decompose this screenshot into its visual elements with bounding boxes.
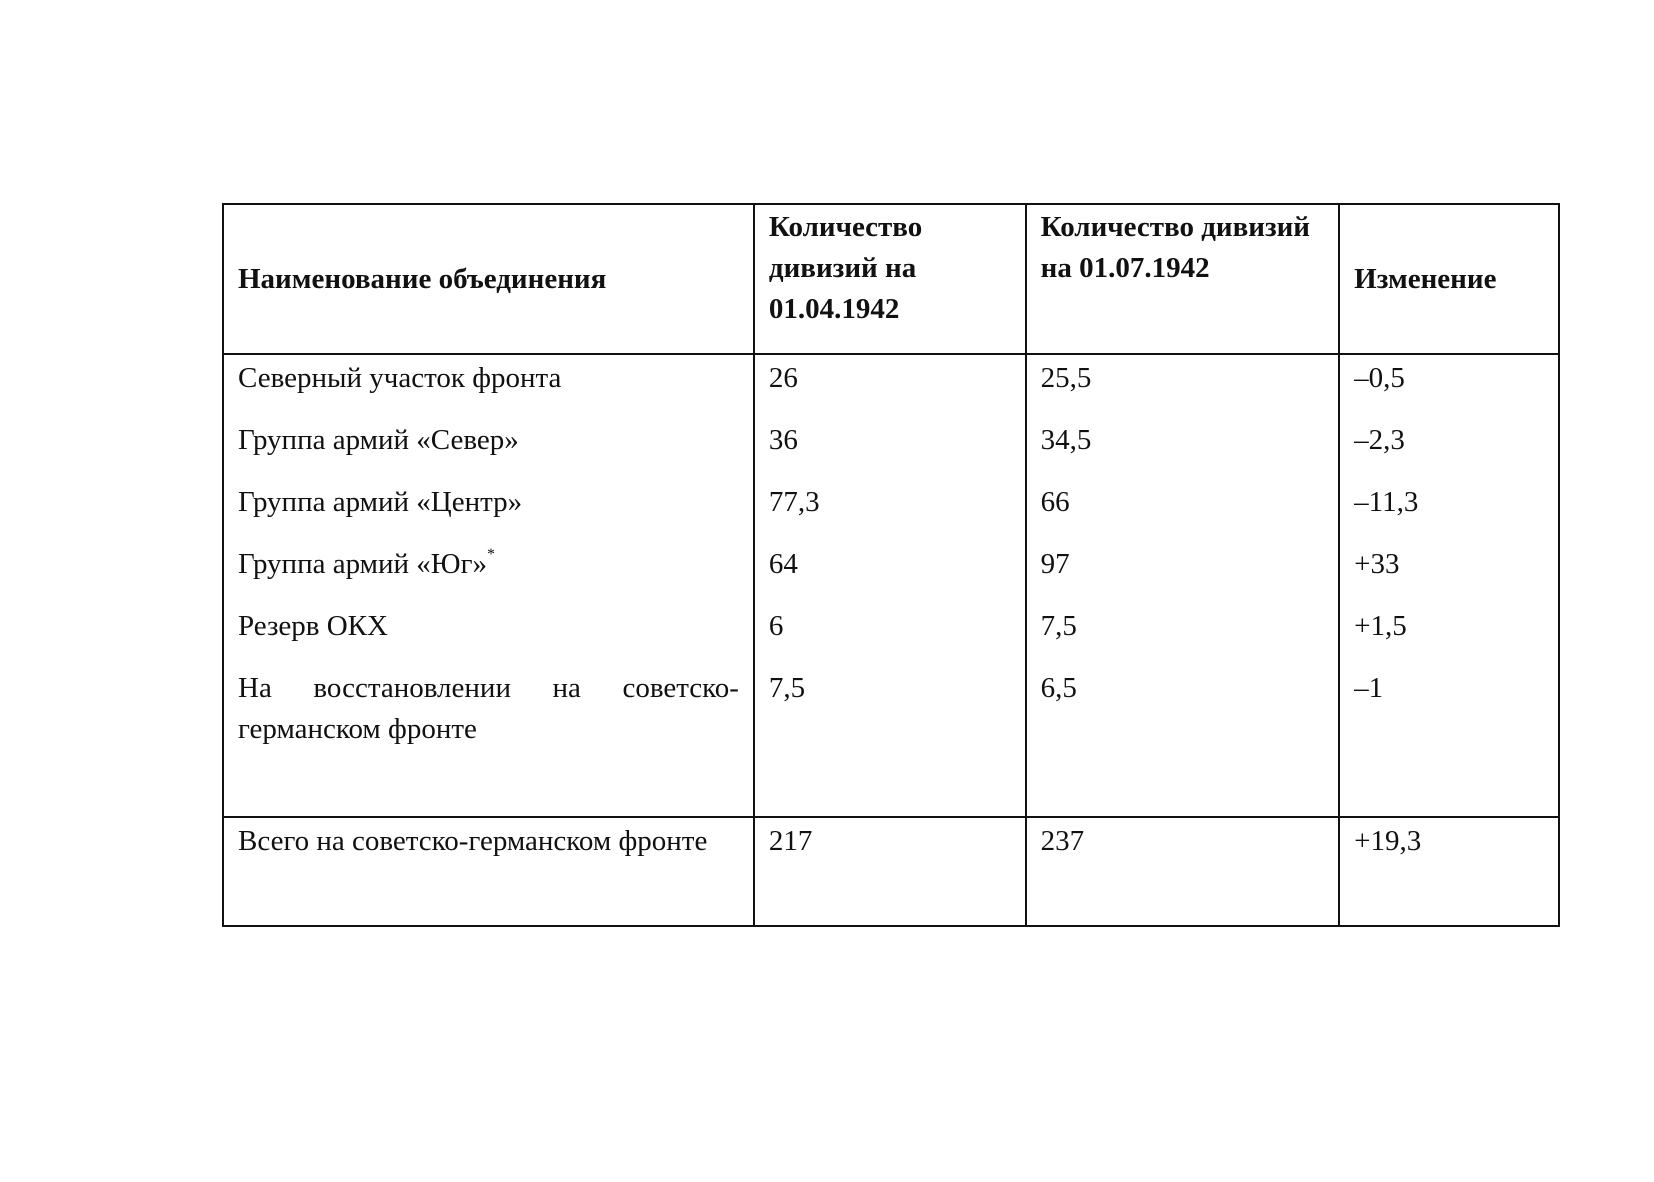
row-change: +33: [1339, 534, 1559, 596]
row-name: На восстановлении на советско-германском фронте: [223, 658, 754, 817]
table-row: [223, 472, 1559, 534]
row-april: 36: [754, 410, 1026, 472]
header-divisions-april: Количество дивизий на 01.04.1942: [754, 204, 1026, 354]
row-april: 7,5: [754, 658, 1026, 817]
row-name: Группа армий «Север»: [223, 410, 754, 472]
row-name-cell: [223, 534, 754, 596]
table-header-row: [223, 204, 1559, 354]
row-april: 64: [754, 534, 1026, 596]
row-name: Северный участок фронта: [223, 354, 754, 410]
divisions-table: [222, 203, 1560, 927]
row-july: 25,5: [1026, 354, 1340, 410]
row-name: Группа армий «Центр»: [223, 472, 754, 534]
header-change: Изменение: [1339, 204, 1559, 354]
table-row-highlighted: [223, 534, 1559, 596]
total-april: 217: [754, 817, 1026, 926]
row-change: –2,3: [1339, 410, 1559, 472]
row-july: 34,5: [1026, 410, 1340, 472]
table-row: [223, 410, 1559, 472]
row-change: –1: [1339, 658, 1559, 817]
table-total-row: [223, 817, 1559, 926]
row-name: Группа армий «Юг»: [238, 548, 487, 580]
table-row: [223, 658, 1559, 817]
header-divisions-july: Количество дивизий на 01.07.1942: [1026, 204, 1340, 354]
footnote-mark: *: [487, 546, 495, 563]
row-april: 26: [754, 354, 1026, 410]
row-april: 77,3: [754, 472, 1026, 534]
row-change: +1,5: [1339, 596, 1559, 658]
row-july: 7,5: [1026, 596, 1340, 658]
total-change: +19,3: [1339, 817, 1559, 926]
row-change: –11,3: [1339, 472, 1559, 534]
row-april: 6: [754, 596, 1026, 658]
row-change: –0,5: [1339, 354, 1559, 410]
row-name: Резерв ОКХ: [223, 596, 754, 658]
table-row: [223, 354, 1559, 410]
total-july: 237: [1026, 817, 1340, 926]
row-july: 97: [1026, 534, 1340, 596]
header-formation-name: Наименование объединения: [223, 204, 754, 354]
row-july: 66: [1026, 472, 1340, 534]
table-row: [223, 596, 1559, 658]
row-july: 6,5: [1026, 658, 1340, 817]
total-name: Всего на советско-германском фронте: [223, 817, 754, 926]
